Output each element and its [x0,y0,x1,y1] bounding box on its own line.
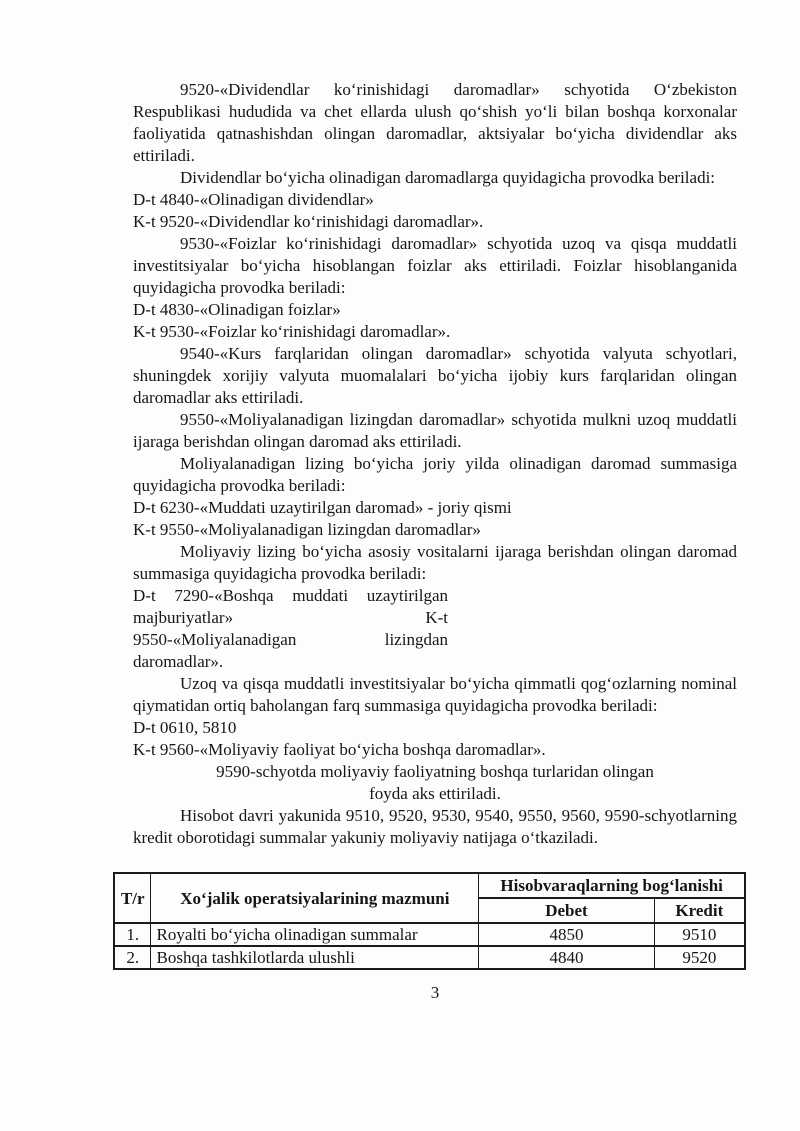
narrow-line2-right: K-t [425,608,448,627]
journal-entry-debit-7290-line1: D-t 7290-«Boshqa muddati uzaytirilgan [133,586,448,605]
journal-entry-credit-9520: K-t 9520-«Dividendlar ko‘rinishidagi daromadlar». [133,212,484,231]
paragraph-account-9540: 9540-«Kurs farqlaridan olingan daromadlar» schyotida valyuta schyotlari, shuningdek xorijiy valyuta muomalalari bo‘yicha ijobiy kurs farqlaridan olingan daromadlar aks ettiriladi. [133,344,737,407]
journal-entry-debit-0610: D-t 0610, 5810 [133,718,237,737]
operations-table [113,872,746,970]
journal-entry-narrow-block [133,585,448,673]
column-header-content: Xo‘jalik operatsiyalarining mazmuni [151,873,479,923]
journal-entry-debit-4830: D-t 4830-«Olinadigan foizlar» [133,300,341,319]
journal-entry-debit-7290-line2 [133,607,448,629]
journal-entry-credit-9550-line3 [133,629,448,651]
paragraph-account-9530: 9530-«Foizlar ko‘rinishidagi daromadlar» schyotida uzoq va qisqa muddatli investitsiyalar bo‘yicha hisoblangan foizlar aks ettiriladi. Foizlar hisoblanganida quyidagicha provodka beriladi: [133,234,737,297]
column-header-group: Hisobvaraqlarning bog‘lanishi [479,873,745,898]
row-debet: 4840 [479,946,654,969]
paragraph-account-9590-line1: 9590-schyotda moliyaviy faoliyatning boshqa turlaridan olingan [216,762,654,781]
journal-entry-credit-9560: K-t 9560-«Moliyaviy faoliyat bo‘yicha boshqa daromadlar». [133,740,546,759]
journal-entry-debit-4840: D-t 4840-«Olinadigan dividendlar» [133,190,374,209]
paragraph-hisobot-davri: Hisobot davri yakunida 9510, 9520, 9530, 9540, 9550, 9560, 9590-schyotlarning kredit oborotidagi summalar yakuniy moliyaviy natijaga o‘tkaziladi. [133,806,737,847]
paragraph-qimmatli-qogozlar: Uzoq va qisqa muddatli investitsiyalar bo‘yicha qimmatli qog‘ozlarning nominal qiymatidan ortiq baholangan farq summasiga quyidagicha provodka beriladi: [133,674,737,715]
table-header-row-1 [114,873,745,898]
journal-entry-credit-9550: K-t 9550-«Moliyalanadigan lizingdan daromadlar» [133,520,481,539]
journal-entry-debit-6230: D-t 6230-«Muddati uzaytirilgan daromad» - joriy qismi [133,498,512,517]
paragraph-account-9590-line2: foyda aks ettiriladi. [369,784,501,803]
row-number: 1. [114,923,151,946]
row-kredit: 9510 [654,923,745,946]
narrow-line3-right: lizingdan [384,630,448,649]
column-header-tr: T/r [114,873,151,923]
column-header-kredit: Kredit [654,898,745,923]
narrow-line2-left: majburiyatlar» [133,608,234,627]
row-content: Royalti bo‘yicha olinadigan summalar [151,923,479,946]
paragraph-account-9520: 9520-«Dividendlar ko‘rinishidagi daromadlar» schyotida O‘zbekiston Respublikasi hududida va chet ellarda ulush qo‘shish yo‘li bilan boshqa korxonalar faoliyatida qatnashishdan olingan daromadlar, aktsiyalar bo‘yicha dividendlar aks ettiriladi. [133,80,737,165]
page-number: 3 [430,983,440,1002]
column-header-debet: Debet [479,898,654,923]
journal-entry-credit-9550-line4: daromadlar». [133,652,224,671]
row-content: Boshqa tashkilotlarda ulushli [151,946,479,969]
row-number: 2. [114,946,151,969]
table-row [114,946,745,969]
journal-entry-credit-9530: K-t 9530-«Foizlar ko‘rinishidagi daromadlar». [133,322,451,341]
row-kredit: 9520 [654,946,745,969]
narrow-line3-left: 9550-«Moliyalanadigan [133,630,297,649]
paragraph-lizing-provodka: Moliyalanadigan lizing bo‘yicha joriy yilda olinadigan daromad summasiga quyidagicha provodka beriladi: [133,454,737,495]
paragraph-dividend-provodka: Dividendlar bo‘yicha olinadigan daromadlarga quyidagicha provodka beriladi: [180,168,716,187]
paragraph-account-9550: 9550-«Moliyalanadigan lizingdan daromadlar» schyotida mulkni uzoq muddatli ijaraga berishdan olingan daromad aks ettiriladi. [133,410,737,451]
paragraph-moliyaviy-lizing: Moliyaviy lizing bo‘yicha asosiy vositalarni ijaraga berishdan olingan daromad summasiga quyidagicha provodka beriladi: [133,542,737,583]
table-row [114,923,745,946]
row-debet: 4850 [479,923,654,946]
